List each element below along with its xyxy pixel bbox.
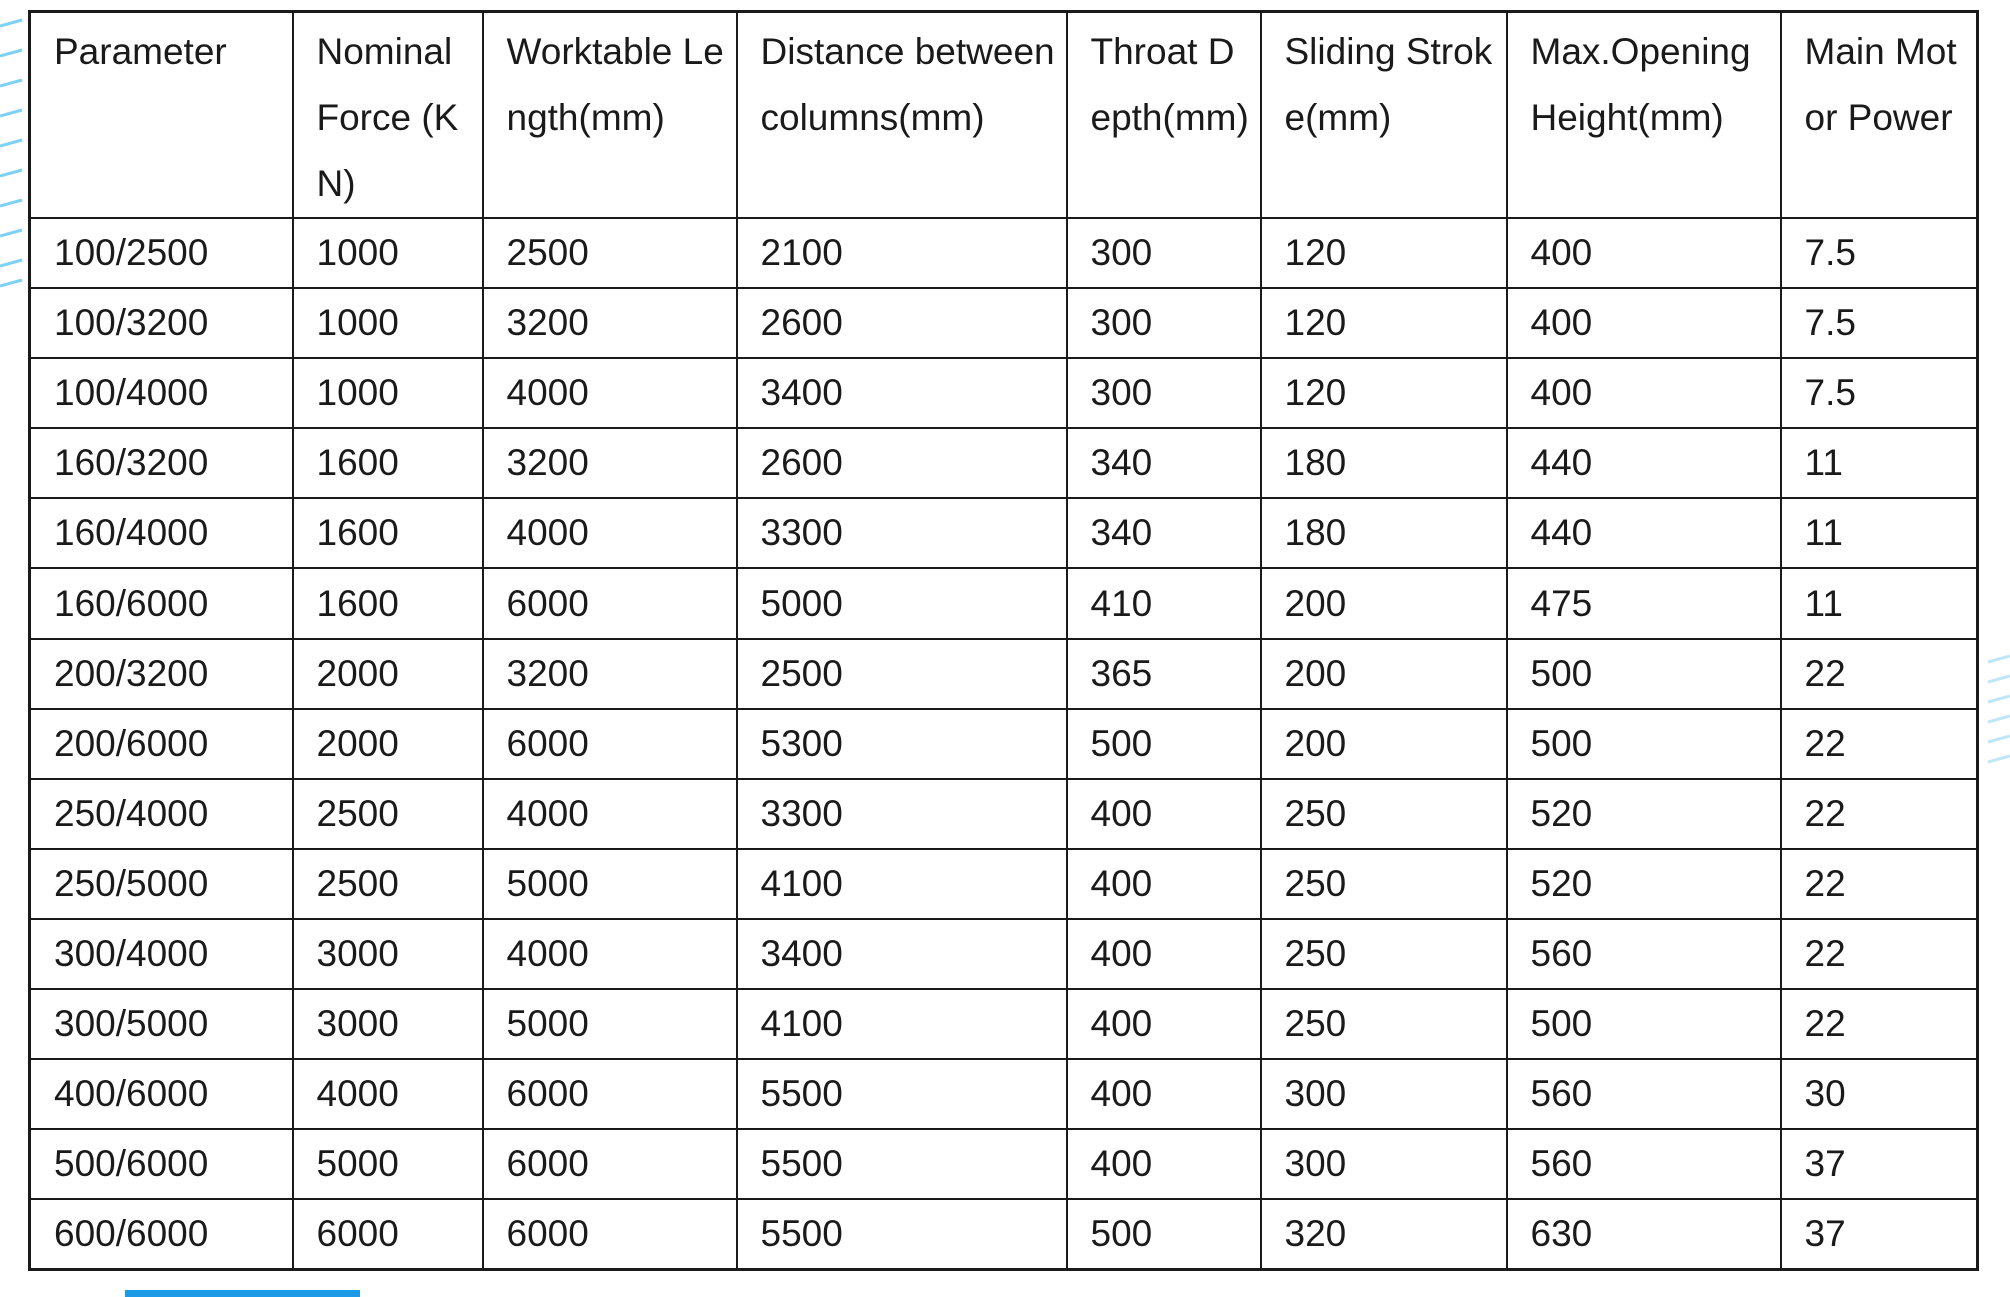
table-row (30, 779, 1978, 849)
table-cell: 22 (1781, 849, 1978, 919)
decorative-stripes-left (0, 18, 26, 288)
table-cell: 5300 (737, 709, 1067, 779)
table-cell: 4100 (737, 849, 1067, 919)
table-row (30, 358, 1978, 428)
table-cell: 1600 (293, 568, 483, 638)
table-cell: 250 (1261, 919, 1507, 989)
table-row (30, 428, 1978, 498)
table-cell: 120 (1261, 358, 1507, 428)
table-row (30, 498, 1978, 568)
table-cell: 5500 (737, 1199, 1067, 1269)
table-cell: 3400 (737, 919, 1067, 989)
table-cell: 250/5000 (30, 849, 293, 919)
table-cell: 3200 (483, 428, 737, 498)
table-cell: 410 (1067, 568, 1261, 638)
table-cell: 5000 (293, 1129, 483, 1199)
table-cell: 300/4000 (30, 919, 293, 989)
column-header: Max.Opening Height(mm) (1507, 12, 1781, 219)
table-cell: 180 (1261, 498, 1507, 568)
column-header: Sliding Stroke(mm) (1261, 12, 1507, 219)
table-cell: 300 (1067, 358, 1261, 428)
table-cell: 37 (1781, 1199, 1978, 1269)
table-cell: 1000 (293, 288, 483, 358)
table-row (30, 288, 1978, 358)
table-cell: 1000 (293, 358, 483, 428)
table-cell: 22 (1781, 639, 1978, 709)
table-cell: 250 (1261, 989, 1507, 1059)
table-cell: 400 (1067, 919, 1261, 989)
table-cell: 6000 (293, 1199, 483, 1269)
table-cell: 160/6000 (30, 568, 293, 638)
table-cell: 11 (1781, 498, 1978, 568)
table-cell: 440 (1507, 428, 1781, 498)
table-cell: 6000 (483, 1059, 737, 1129)
table-cell: 520 (1507, 849, 1781, 919)
table-cell: 320 (1261, 1199, 1507, 1269)
table-cell: 2600 (737, 428, 1067, 498)
table-cell: 500 (1507, 639, 1781, 709)
table-cell: 5000 (737, 568, 1067, 638)
table-cell: 600/6000 (30, 1199, 293, 1269)
table-row (30, 989, 1978, 1059)
column-header: Worktable Length(mm) (483, 12, 737, 219)
accent-bar (125, 1290, 360, 1297)
table-cell: 500 (1067, 709, 1261, 779)
table-cell: 6000 (483, 1199, 737, 1269)
table-cell: 120 (1261, 288, 1507, 358)
table-cell: 1600 (293, 498, 483, 568)
table-cell: 100/3200 (30, 288, 293, 358)
table-cell: 500/6000 (30, 1129, 293, 1199)
table-cell: 160/3200 (30, 428, 293, 498)
column-header: Throat Depth(mm) (1067, 12, 1261, 219)
table-cell: 2500 (483, 218, 737, 288)
table-row (30, 709, 1978, 779)
table-cell: 7.5 (1781, 358, 1978, 428)
table-cell: 30 (1781, 1059, 1978, 1129)
table-cell: 100/2500 (30, 218, 293, 288)
table-cell: 300 (1067, 218, 1261, 288)
table-cell: 6000 (483, 1129, 737, 1199)
table-cell: 5500 (737, 1129, 1067, 1199)
table-cell: 120 (1261, 218, 1507, 288)
table-cell: 3300 (737, 498, 1067, 568)
table-cell: 37 (1781, 1129, 1978, 1199)
table-row (30, 568, 1978, 638)
table-cell: 400 (1067, 989, 1261, 1059)
column-header: Parameter (30, 12, 293, 219)
column-header: Main Motor Power (1781, 12, 1978, 219)
table-cell: 340 (1067, 498, 1261, 568)
table-cell: 4000 (483, 498, 737, 568)
table-row (30, 1129, 1978, 1199)
table-cell: 1600 (293, 428, 483, 498)
table-cell: 4100 (737, 989, 1067, 1059)
table-cell: 11 (1781, 568, 1978, 638)
table-cell: 100/4000 (30, 358, 293, 428)
table-cell: 520 (1507, 779, 1781, 849)
table-cell: 2500 (293, 779, 483, 849)
table-cell: 2600 (737, 288, 1067, 358)
table-cell: 22 (1781, 709, 1978, 779)
table-cell: 22 (1781, 919, 1978, 989)
table-cell: 4000 (483, 919, 737, 989)
table-cell: 11 (1781, 428, 1978, 498)
table-cell: 500 (1507, 989, 1781, 1059)
column-header: Nominal Force (KN) (293, 12, 483, 219)
table-cell: 440 (1507, 498, 1781, 568)
table-cell: 3200 (483, 288, 737, 358)
table-cell: 365 (1067, 639, 1261, 709)
table-cell: 4000 (293, 1059, 483, 1129)
specification-table (28, 10, 1979, 1271)
table-cell: 22 (1781, 989, 1978, 1059)
table-cell: 1000 (293, 218, 483, 288)
table-cell: 2000 (293, 639, 483, 709)
table-row (30, 1059, 1978, 1129)
table-cell: 500 (1507, 709, 1781, 779)
table-cell: 400 (1067, 779, 1261, 849)
table-cell: 250 (1261, 779, 1507, 849)
table-cell: 200/3200 (30, 639, 293, 709)
column-header: Distance between columns(mm) (737, 12, 1067, 219)
table-cell: 5000 (483, 849, 737, 919)
table-cell: 6000 (483, 568, 737, 638)
decorative-stripes-right (1986, 650, 2010, 775)
table-cell: 4000 (483, 358, 737, 428)
table-cell: 630 (1507, 1199, 1781, 1269)
table-cell: 200 (1261, 568, 1507, 638)
table-cell: 7.5 (1781, 288, 1978, 358)
table-row (30, 1199, 1978, 1269)
table-cell: 200/6000 (30, 709, 293, 779)
table-row (30, 849, 1978, 919)
table-cell: 560 (1507, 1059, 1781, 1129)
table-cell: 250 (1261, 849, 1507, 919)
table-cell: 560 (1507, 1129, 1781, 1199)
table-cell: 3200 (483, 639, 737, 709)
table-cell: 475 (1507, 568, 1781, 638)
table-cell: 160/4000 (30, 498, 293, 568)
table-cell: 2100 (737, 218, 1067, 288)
table-cell: 180 (1261, 428, 1507, 498)
table-cell: 3300 (737, 779, 1067, 849)
table-cell: 2500 (737, 639, 1067, 709)
table-cell: 2000 (293, 709, 483, 779)
table-cell: 6000 (483, 709, 737, 779)
table-cell: 400 (1067, 849, 1261, 919)
table-cell: 400 (1067, 1129, 1261, 1199)
table-cell: 400 (1507, 358, 1781, 428)
table-row (30, 639, 1978, 709)
table-cell: 300 (1261, 1129, 1507, 1199)
table-header-row (30, 12, 1978, 219)
table-cell: 5000 (483, 989, 737, 1059)
table-cell: 500 (1067, 1199, 1261, 1269)
table-cell: 3400 (737, 358, 1067, 428)
table-cell: 22 (1781, 779, 1978, 849)
table-cell: 3000 (293, 919, 483, 989)
table-row (30, 919, 1978, 989)
table-cell: 2500 (293, 849, 483, 919)
table-cell: 400/6000 (30, 1059, 293, 1129)
table-cell: 340 (1067, 428, 1261, 498)
table-cell: 4000 (483, 779, 737, 849)
table-cell: 200 (1261, 709, 1507, 779)
table-cell: 3000 (293, 989, 483, 1059)
table-cell: 200 (1261, 639, 1507, 709)
table-cell: 560 (1507, 919, 1781, 989)
table-cell: 300 (1067, 288, 1261, 358)
table-cell: 300/5000 (30, 989, 293, 1059)
table-cell: 7.5 (1781, 218, 1978, 288)
table-cell: 250/4000 (30, 779, 293, 849)
table-body (30, 218, 1978, 1270)
table-cell: 300 (1261, 1059, 1507, 1129)
table-cell: 400 (1507, 218, 1781, 288)
table-cell: 5500 (737, 1059, 1067, 1129)
table-row (30, 218, 1978, 288)
table-cell: 400 (1507, 288, 1781, 358)
table-cell: 400 (1067, 1059, 1261, 1129)
